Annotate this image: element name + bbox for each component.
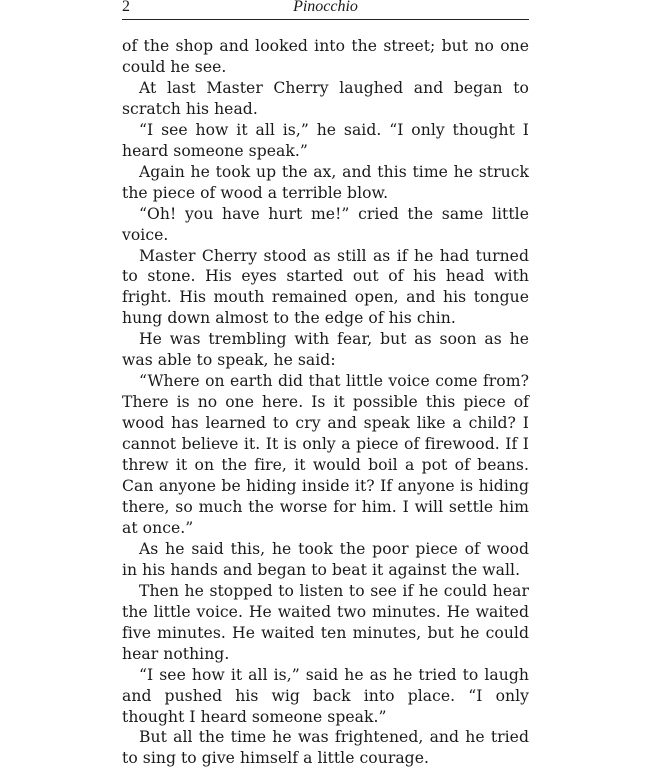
paragraph: “I see how it all is,” said he as he tried to laugh and pushed his wig back into place. “I only thought I heard someone speak.” (122, 665, 529, 726)
paragraph: “Oh! you have hurt me!” cried the same little voice. (122, 204, 529, 244)
book-page (122, 0, 529, 769)
running-title: Pinocchio (293, 0, 358, 15)
paragraph-continued: of the shop and looked into the street; but no one could he see. (122, 37, 529, 76)
paragraph: As he said this, he took the poor piece of wood in his hands and began to beat it against the wall. (122, 539, 529, 579)
paragraph: Then he stopped to listen to see if he could hear the little voice. He waited two minutes. He waited five minutes. He waited ten minutes, but he could hear nothing. (122, 581, 529, 663)
paragraph: “Where on earth did that little voice come from? There is no one here. Is it possible this piece of wood has learned to cry and speak like a child? I cannot believe it. It is only a piece of firewood. If I threw it on the fire, it would boil a pot of beans. Can anyone be hiding inside it? If anyone is hiding there, so much the worse for him. I will settle him at once.” (122, 372, 529, 537)
paragraph: Again he took up the ax, and this time he struck the piece of wood a terrible blow. (122, 162, 529, 202)
page-number: 2 (122, 0, 130, 15)
running-header (122, 0, 529, 20)
paragraph: Master Cherry stood as still as if he had turned to stone. His eyes started out of his head with fright. His mouth remained open, and his tongue hung down almost to the edge of his chin. (122, 246, 529, 328)
paragraph: “I see how it all is,” he said. “I only thought I heard someone speak.” (122, 120, 529, 160)
paragraph: At last Master Cherry laughed and began to scratch his head. (122, 78, 529, 118)
paragraph: But all the time he was frightened, and he tried to sing to give himself a little courage. (122, 728, 529, 768)
paragraph: He was trembling with fear, but as soon as he was able to speak, he said: (122, 330, 529, 370)
body-text (122, 36, 529, 769)
